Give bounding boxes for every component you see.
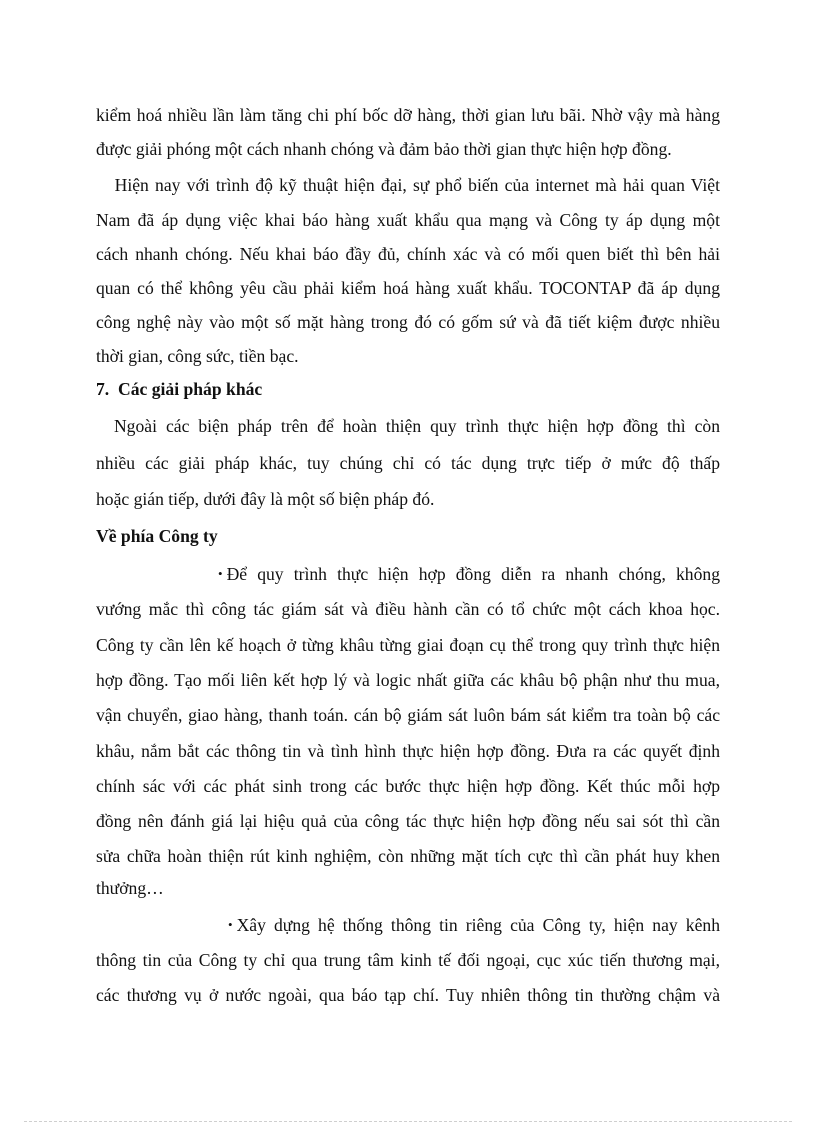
bullet-2-line-1: thông tin của Công ty chỉ qua trung tâm kinh tế đối ngoại, cục xúc tiến thương mại, [96,950,720,970]
section-title: Các giải pháp khác [118,379,263,399]
bullet-1-line-8: sửa chữa hoàn thiện rút kinh nghiệm, còn những mặt tích cực thì cần phát huy khen [96,846,720,866]
bullet-1-line-4: vận chuyển, giao hàng, thanh toán. cán bộ giám sát luôn bám sát kiểm tra toàn bộ các [96,705,720,725]
bullet-1-first-line [218,563,720,587]
paragraph-2-line-2: Nam đã áp dụng việc khai báo hàng xuất khẩu qua mạng và Công ty áp dụng một [96,210,720,230]
bullet-2-first-text: Xây dựng hệ thống thông tin riêng của Công ty, hiện nay kênh [236,915,720,935]
paragraph-3-line-3: hoặc gián tiếp, dưới đây là một số biện pháp đó. [96,489,435,509]
bullet-1-line-2: Công ty cần lên kế hoạch ở từng khâu từng giai đoạn cụ thể trong quy trình thực hiện [96,635,720,655]
bullet-1-glyph: • [218,566,223,581]
subheading: Về phía Công ty [96,526,218,546]
paragraph-2-line-1: Hiện nay với trình độ kỹ thuật hiện đại, sự phổ biến của internet mà hải quan Việt [96,175,720,195]
bullet-2-line-2: các thương vụ ở nước ngoài, qua báo tạp chí. Tuy nhiên thông tin thường chậm và [96,985,720,1005]
page-bottom-rule [24,1121,792,1122]
section-number: 7. [96,379,110,399]
bullet-1-line-5: khâu, nắm bắt các thông tin và tình hình thực hiện hợp đồng. Đưa ra các quyết định [96,741,720,761]
bullet-2-first-line [228,914,720,938]
paragraph-2-line-6: thời gian, công sức, tiền bạc. [96,346,299,366]
section-heading [96,378,262,400]
paragraph-1-line-2: được giải phóng một cách nhanh chóng và đảm bảo thời gian thực hiện hợp đồng. [96,139,672,159]
paragraph-3-line-2: nhiều các giải pháp khác, tuy chúng chỉ có tác dụng trực tiếp ở mức độ thấp [96,453,720,473]
bullet-1-line-3: hợp đồng. Tạo mối liên kết hợp lý và logic nhất giữa các khâu bộ phận như thu mua, [96,670,720,690]
paragraph-2-line-3: cách nhanh chóng. Nếu khai báo đầy đủ, chính xác và có mối quen biết thì bên hải [96,244,720,264]
paragraph-2-line-5: công nghệ này vào một số mặt hàng trong đó có gốm sứ và đã tiết kiệm được nhiều [96,312,720,332]
bullet-2-glyph: • [228,917,233,932]
bullet-1-line-9: thưởng… [96,878,164,898]
bullet-1-line-6: chính sác với các phát sinh trong các bước thực hiện hợp đồng. Kết thúc mỗi hợp [96,776,720,796]
bullet-1-line-1: vướng mắc thì công tác giám sát và điều hành cần có tổ chức một cách khoa học. [96,599,720,619]
paragraph-3-line-1: Ngoài các biện pháp trên để hoàn thiện quy trình thực hiện hợp đồng thì còn [96,416,720,436]
bullet-1-line-7: đồng nên đánh giá lại hiệu quả của công tác thực hiện hợp đồng nếu sai sót thì cần [96,811,720,831]
bullet-1-first-text: Để quy trình thực hiện hợp đồng diễn ra nhanh chóng, không [226,564,720,584]
paragraph-2-line-4: quan có thể không yêu cầu phải kiểm hoá hàng xuất khẩu. TOCONTAP đã áp dụng [96,278,720,298]
paragraph-1-line-1: kiểm hoá nhiều lần làm tăng chi phí bốc dỡ hàng, thời gian lưu bãi. Nhờ vậy mà hàng [96,105,720,125]
